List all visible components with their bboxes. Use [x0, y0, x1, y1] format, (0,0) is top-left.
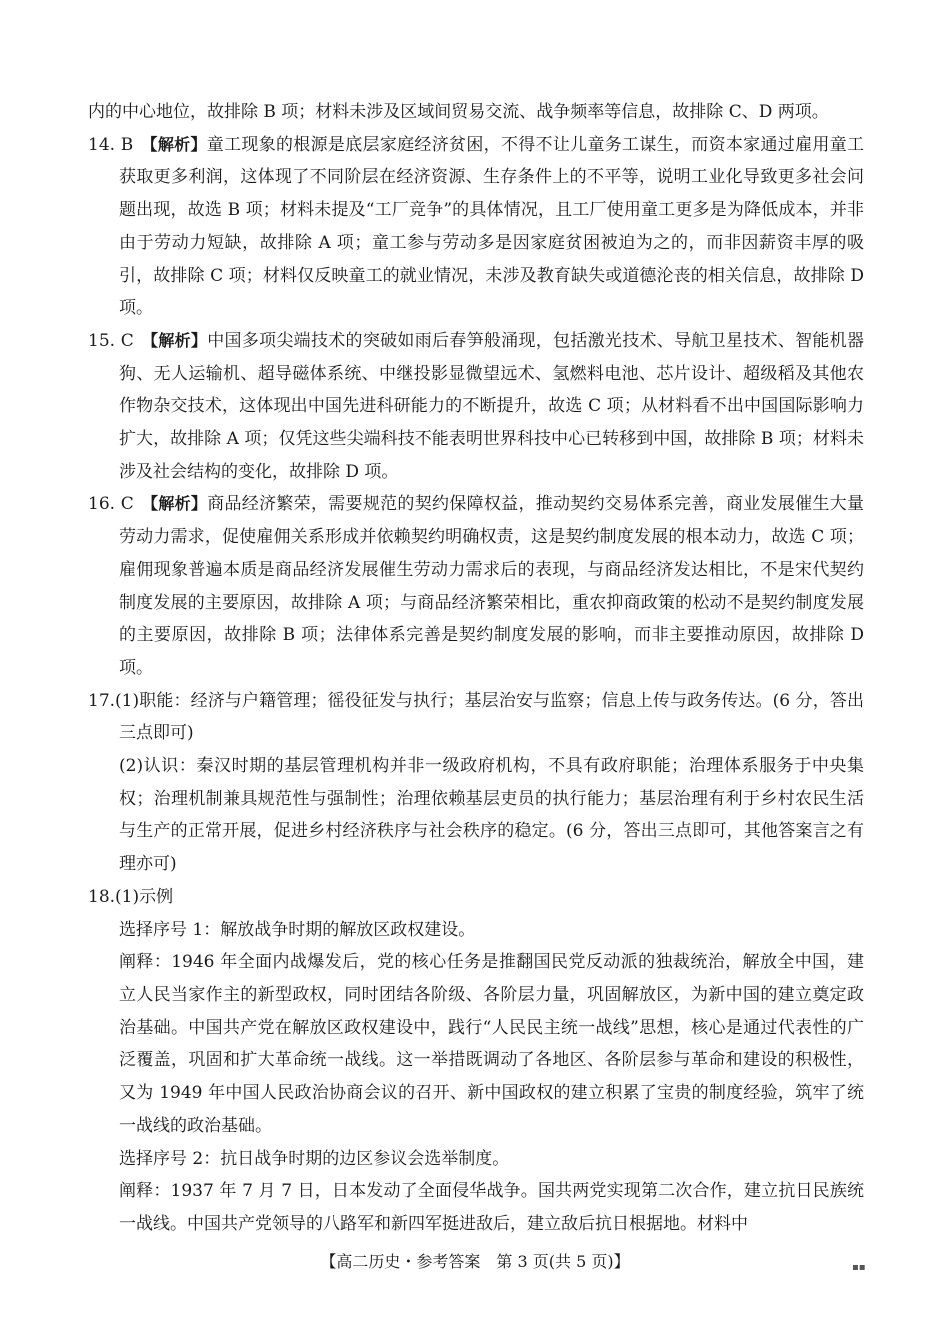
question-number: 18. — [88, 886, 116, 907]
analysis-tag: 【解析】 — [141, 494, 208, 514]
corner-mark: ▪▪ — [852, 1262, 866, 1273]
answer-18-explanation-1 — [88, 946, 864, 1142]
analysis-tag: 【解析】 — [141, 134, 207, 154]
answer-14 — [88, 129, 864, 325]
answer-16 — [88, 488, 864, 684]
answer-18-part1 — [88, 881, 864, 914]
question-number: 17. — [88, 690, 116, 711]
paragraph-text: (1)示例 — [115, 886, 174, 907]
answer-18-choice-2 — [88, 1143, 864, 1176]
page-footer: 【高二历史・参考答案 第 3 页(共 5 页)】 — [320, 1252, 630, 1271]
question-number: 16. C — [88, 494, 134, 515]
answer-15 — [88, 325, 864, 489]
paragraph-text: 中国多项尖端技术的突破如雨后春笋般涌现，包括激光技术、导航卫星技术、智能机器狗、无人运输机、超导磁体系统、中继投影显微望远术、氢燃料电池、芯片设计、超级稻及其他农作物杂交技术，这体现出中国先进科研能力的不断提升，故选 C 项；从材料看不出中国国际影响力扩大，故排除 A 项；仅凭这些尖端科技不能表明世界科技中心已转移到中国，故排除 B 项；材料未涉及社会结构的变化，故排除 D 项。 — [119, 330, 864, 482]
answer-17-part1 — [88, 685, 864, 750]
question-number: 14. B — [88, 134, 134, 155]
paragraph-text: 阐释：1937 年 7 月 7 日，日本发动了全面侵华战争。国共两党实现第二次合作，建立抗日民族统一战线。中国共产党领导的八路军和新四军挺进敌后，建立敌后抗日根据地。材料中 — [119, 1181, 864, 1234]
paragraph-text: 内的中心地位，故排除 B 项；材料未涉及区域间贸易交流、战争频率等信息，故排除 C、D 两项。 — [88, 102, 829, 122]
answer-18-explanation-2 — [88, 1175, 864, 1240]
paragraph-text: (1)职能：经济与户籍管理；徭役征发与执行；基层治安与监察；信息上传与政务传达。(6 分，答出三点即可) — [115, 690, 864, 744]
paragraph-text: 童工现象的根源是底层家庭经济贫困，不得不让儿童务工谋生，而资本家通过雇用童工获取更多利润，这体现了不同阶层在经济资源、生存条件上的不平等，说明工业化导致更多社会问题出现，故选 B 项；材料未提及“工厂竞争”的具体情况，且工厂使用童工更多是为降低成本，并非由于劳动力短缺，故排除 A 项；童工参与劳动多是因家庭贫困被迫为之的，而非因薪资丰厚的吸引，故排除 C 项；材料仅反映童工的就业情况，未涉及教育缺失或道德沦丧的相关信息，故排除 D 项。 — [119, 134, 865, 319]
paragraph-text: 阐释：1946 年全面内战爆发后，党的核心任务是推翻国民党反动派的独裁统治，解放全中国，建立人民当家作主的新型政权，同时团结各阶级、各阶层力量，巩固解放区，为新中国的建立奠定政治基础。中国共产党在解放区政权建设中，践行“人民民主统一战线”思想，核心是通过代表性的广泛覆盖，巩固和扩大革命统一战线。这一举措既调动了各地区、各阶层参与革命和建设的积极性，又为 1949 年中国人民政治协商会议的召开、新中国政权的建立积累了宝贵的制度经验，筑牢了统一战线的政治基础。 — [119, 952, 864, 1136]
continuation-paragraph — [88, 96, 864, 129]
paragraph-text: 商品经济繁荣，需要规范的契约保障权益，推动契约交易体系完善，商业发展催生大量劳动力需求，促使雇佣关系形成并依赖契约明确权责，这是契约制度发展的根本动力，故选 C 项；雇佣现象普遍本质是商品经济发展催生劳动力需求后的表现，与商品经济发达相比，不是宋代契约制度发展的主要原因，故排除 A 项；与商品经济繁荣相比，重农抑商政策的松动不是契约制度发展的主要原因，故排除 B 项；法律体系完善是契约制度发展的影响，而非主要推动原因，故排除 D 项。 — [119, 494, 864, 678]
answer-17-part2 — [88, 750, 864, 881]
question-number: 15. C — [88, 330, 134, 351]
paragraph-text: 选择序号 1：解放战争时期的解放区政权建设。 — [119, 919, 476, 940]
paragraph-text: (2)认识：秦汉时期的基层管理机构并非一级政府机构，不具有政府职能；治理体系服务于中央集权；治理机制兼具规范性与强制性；治理依赖基层吏员的执行能力；基层治理有利于乡村农民生活与生产的正常开展，促进乡村经济秩序与社会秩序的稳定。(6 分，答出三点即可，其他答案言之有理亦可) — [119, 756, 864, 875]
answer-content — [88, 96, 864, 1241]
answer-18-choice-1 — [88, 914, 864, 947]
analysis-tag: 【解析】 — [141, 330, 208, 350]
paragraph-text: 选择序号 2：抗日战争时期的边区参议会选举制度。 — [119, 1148, 510, 1169]
